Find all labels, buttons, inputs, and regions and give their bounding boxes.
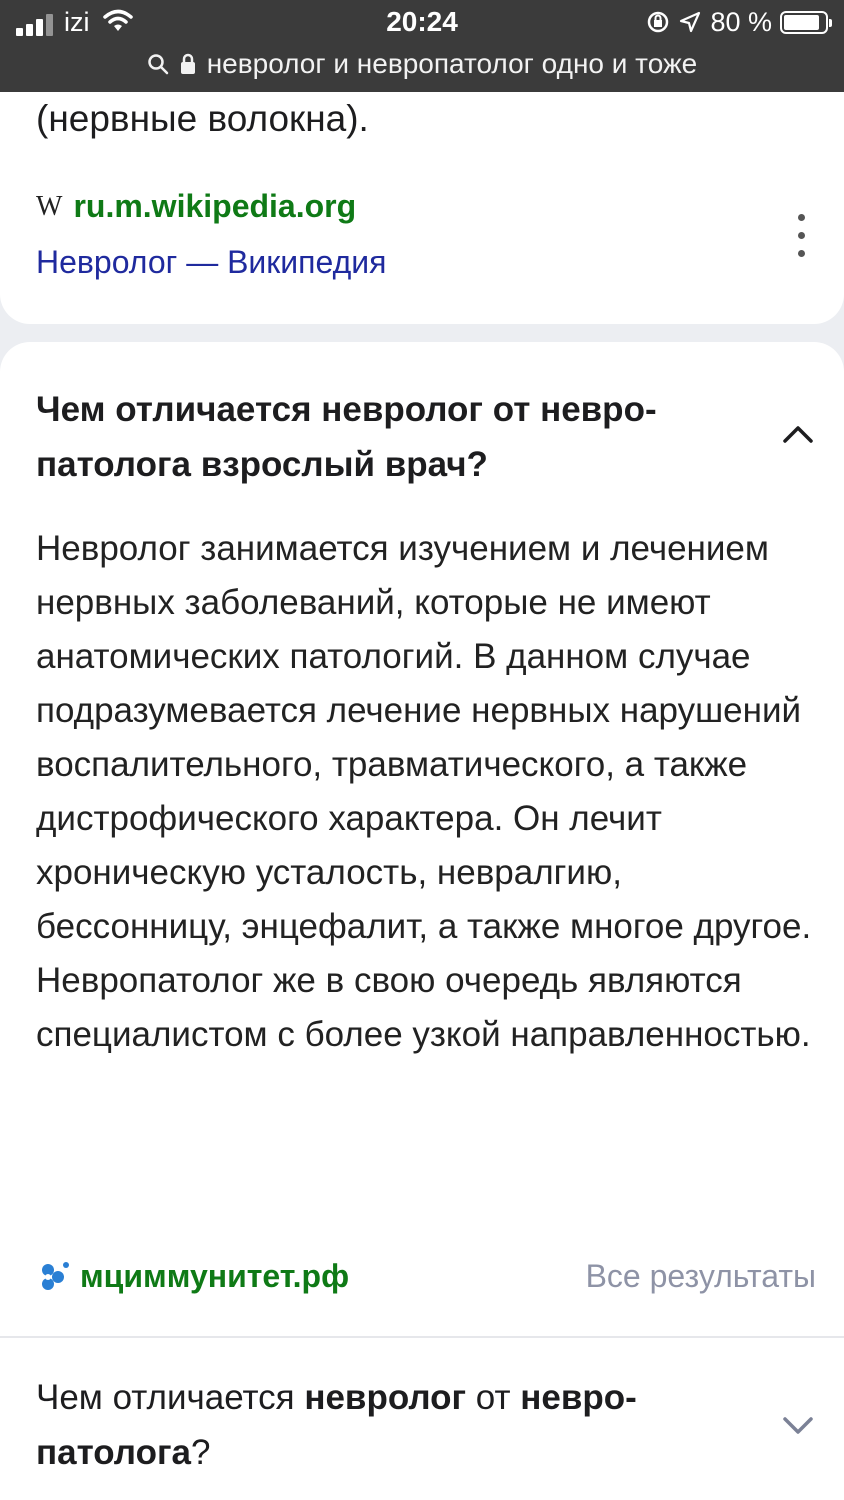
- answer-source-row: [36, 1254, 816, 1304]
- q2-text-3: ?: [191, 1433, 211, 1472]
- orientation-lock-icon: [646, 10, 670, 34]
- faq-question-1[interactable]: Чем отличается невролог от невро-патолога взрослый врач?: [36, 390, 657, 484]
- status-bar: [0, 0, 844, 46]
- clock: 20:24: [386, 6, 458, 37]
- search-icon: [147, 53, 169, 75]
- source-title-link[interactable]: Невролог — Википедия: [36, 244, 387, 280]
- q2-bold-1: невролог: [304, 1378, 467, 1417]
- wikipedia-result-card: [0, 92, 844, 324]
- snippet-tail: (нервные волокна).: [36, 98, 369, 139]
- lock-icon: [179, 52, 197, 76]
- status-right: [646, 6, 828, 38]
- answer-source-domain[interactable]: мциммунитет.рф: [80, 1258, 350, 1294]
- carrier-label: izi: [64, 7, 90, 37]
- kebab-menu-icon[interactable]: [788, 212, 816, 262]
- faq-answer-1: Невролог занимается изучением и лечением нервных заболеваний, которые не имеют анатомических патологий. В данном случае подразумевается лечение нервных нарушений воспалительного, травматического, а также дистрофического характера. Он лечит хроническую усталость, невралгию, бессонницу, энцефалит, а также многое другое. Невропатолог же в свою очередь являются специалистом с более узкой направленностью.: [36, 529, 812, 1054]
- source-row[interactable]: [36, 188, 356, 225]
- url-bar[interactable]: [0, 44, 844, 84]
- browser-topbar: [0, 0, 844, 92]
- wikipedia-logo-icon: W: [36, 190, 62, 222]
- q2-bold-2: невро-патолога: [36, 1378, 637, 1472]
- chevron-up-icon[interactable]: [782, 424, 814, 444]
- faq-question-2[interactable]: [36, 1370, 766, 1480]
- source-domain[interactable]: ru.m.wikipedia.org: [73, 188, 357, 224]
- chevron-down-icon[interactable]: [782, 1416, 814, 1436]
- divider: [0, 1336, 844, 1338]
- location-icon: [678, 10, 702, 34]
- q2-text-1: Чем отличается: [36, 1378, 305, 1417]
- all-results-link[interactable]: Все результаты: [585, 1258, 816, 1294]
- mci-logo-icon: [36, 1260, 70, 1294]
- faq-card: [0, 342, 844, 1500]
- battery-icon: [780, 11, 828, 34]
- q2-text-2: от: [466, 1378, 521, 1417]
- battery-percent: 80 %: [710, 6, 772, 37]
- url-query: невролог и невропатолог одно и тоже: [206, 48, 698, 79]
